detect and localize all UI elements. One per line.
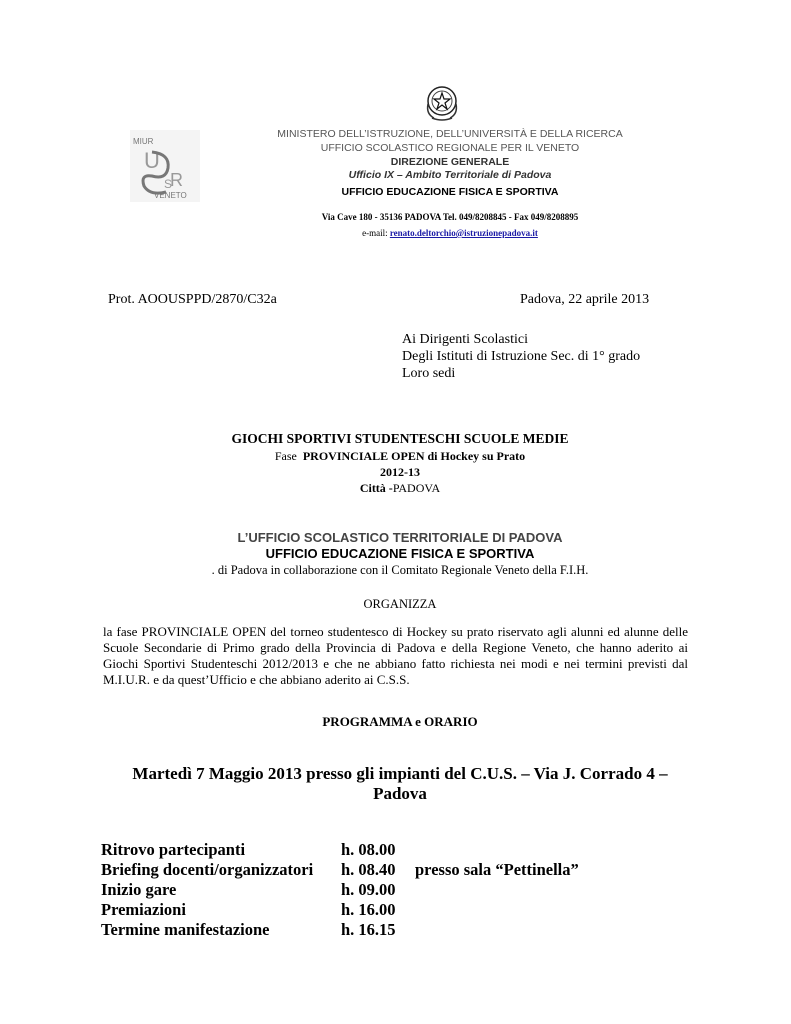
logo-miur-text: MIUR [133, 137, 154, 146]
recipient-line: Ai Dirigenti Scolastici [402, 332, 528, 347]
italian-emblem-icon [424, 84, 460, 122]
schedule-time: h. 16.15 [341, 920, 396, 939]
organization-paragraph: la fase PROVINCIALE OPEN del torneo studentesco di Hockey su prato riservato agli alunni ed alunne delle Scuole Secondarie di Primo grado della Provincia di Padova e della Regione Veneto, che hanno aderito ai Giochi Sportivi Studenteschi 2012/2013 e che ne abbiano fatto richiesta nei modi e nei termini previsti dal M.I.U.R. e da quest’Ufficio e che abbiano aderito ai C.S.S. [103, 624, 688, 687]
email-label: e-mail: [362, 228, 388, 238]
organizer-collaboration: . di Padova in collaborazione con il Comitato Regionale Veneto della F.I.H. [211, 563, 589, 577]
event-year: 2012-13 [380, 465, 420, 479]
recipient-line: Degli Istituti di Istruzione Sec. di 1° grado [402, 349, 641, 364]
city-label: Città - [359, 481, 393, 495]
schedule-row [101, 860, 579, 880]
schedule-note [415, 900, 579, 920]
logo-veneto-text: VENETO [154, 191, 187, 200]
event-date-line: Martedì 7 Maggio 2013 presso gli impianti del C.U.S. – Via J. Corrado 4 – [132, 764, 668, 783]
logo-u-text: U [144, 148, 160, 173]
organizza-label: ORGANIZZA [363, 597, 437, 611]
city-name: PADOVA [392, 481, 441, 495]
recipient-line: Loro sedi [402, 366, 456, 381]
event-title: GIOCHI SPORTIVI STUDENTESCHI SCUOLE MEDIE [231, 431, 569, 446]
phase-name: PROVINCIALE OPEN di Hockey su Prato [302, 449, 526, 463]
pe-office-name: UFFICIO EDUCAZIONE FISICA E SPORTIVA [341, 186, 559, 198]
schedule-activity: Inizio gare [101, 880, 177, 899]
event-city [100, 481, 700, 496]
schedule-row [101, 900, 579, 920]
schedule-time: h. 08.00 [341, 840, 396, 859]
schedule-activity: Premiazioni [101, 900, 186, 919]
email-line [240, 228, 660, 238]
schedule-note [415, 880, 579, 900]
schedule-activity: Termine manifestazione [101, 920, 270, 939]
place-date: Padova, 22 aprile 2013 [520, 292, 650, 307]
regional-office-name: UFFICIO SCOLASTICO REGIONALE PER IL VENETO [320, 142, 580, 154]
schedule-activity: Briefing docenti/organizzatori [101, 860, 314, 879]
schedule-note [415, 920, 579, 940]
schedule-time: h. 08.40 [341, 860, 396, 879]
schedule-row [101, 880, 579, 900]
program-heading: PROGRAMMA e ORARIO [322, 714, 478, 729]
organizer-office: L’UFFICIO SCOLASTICO TERRITORIALE DI PADOVA [237, 530, 563, 545]
schedule-activity: Ritrovo partecipanti [101, 840, 246, 859]
direction-name: DIREZIONE GENERALE [390, 156, 510, 168]
schedule-time: h. 16.00 [341, 900, 396, 919]
ministry-name: MINISTERO DELL’ISTRUZIONE, DELL’UNIVERSITÀ E DELLA RICERCA [277, 128, 623, 140]
organizer-pe-office: UFFICIO EDUCAZIONE FISICA E SPORTIVA [265, 546, 535, 561]
schedule-note: presso sala “Pettinella” [415, 860, 579, 879]
phase-prefix: Fase [274, 449, 297, 463]
logo-r-text: R [170, 170, 183, 190]
schedule-row [101, 920, 579, 940]
schedule-table [101, 840, 579, 940]
event-date-venue [100, 764, 700, 804]
event-phase [100, 449, 700, 464]
schedule-row [101, 840, 579, 860]
logo-s-text: S [164, 177, 173, 191]
schedule-note [415, 840, 579, 860]
protocol-number: Prot. AOOUSPPD/2870/C32a [108, 292, 277, 307]
office-address: Via Cave 180 - 35136 PADOVA Tel. 049/8208845 - Fax 049/8208895 [321, 212, 579, 222]
event-venue-line: Padova [373, 784, 427, 803]
schedule-time: h. 09.00 [341, 880, 396, 899]
email-link[interactable]: renato.deltorchio@istruzionepadova.it [389, 228, 538, 238]
usr-veneto-logo [130, 130, 200, 202]
office-ix-name: Ufficio IX – Ambito Territoriale di Padova [348, 169, 552, 181]
